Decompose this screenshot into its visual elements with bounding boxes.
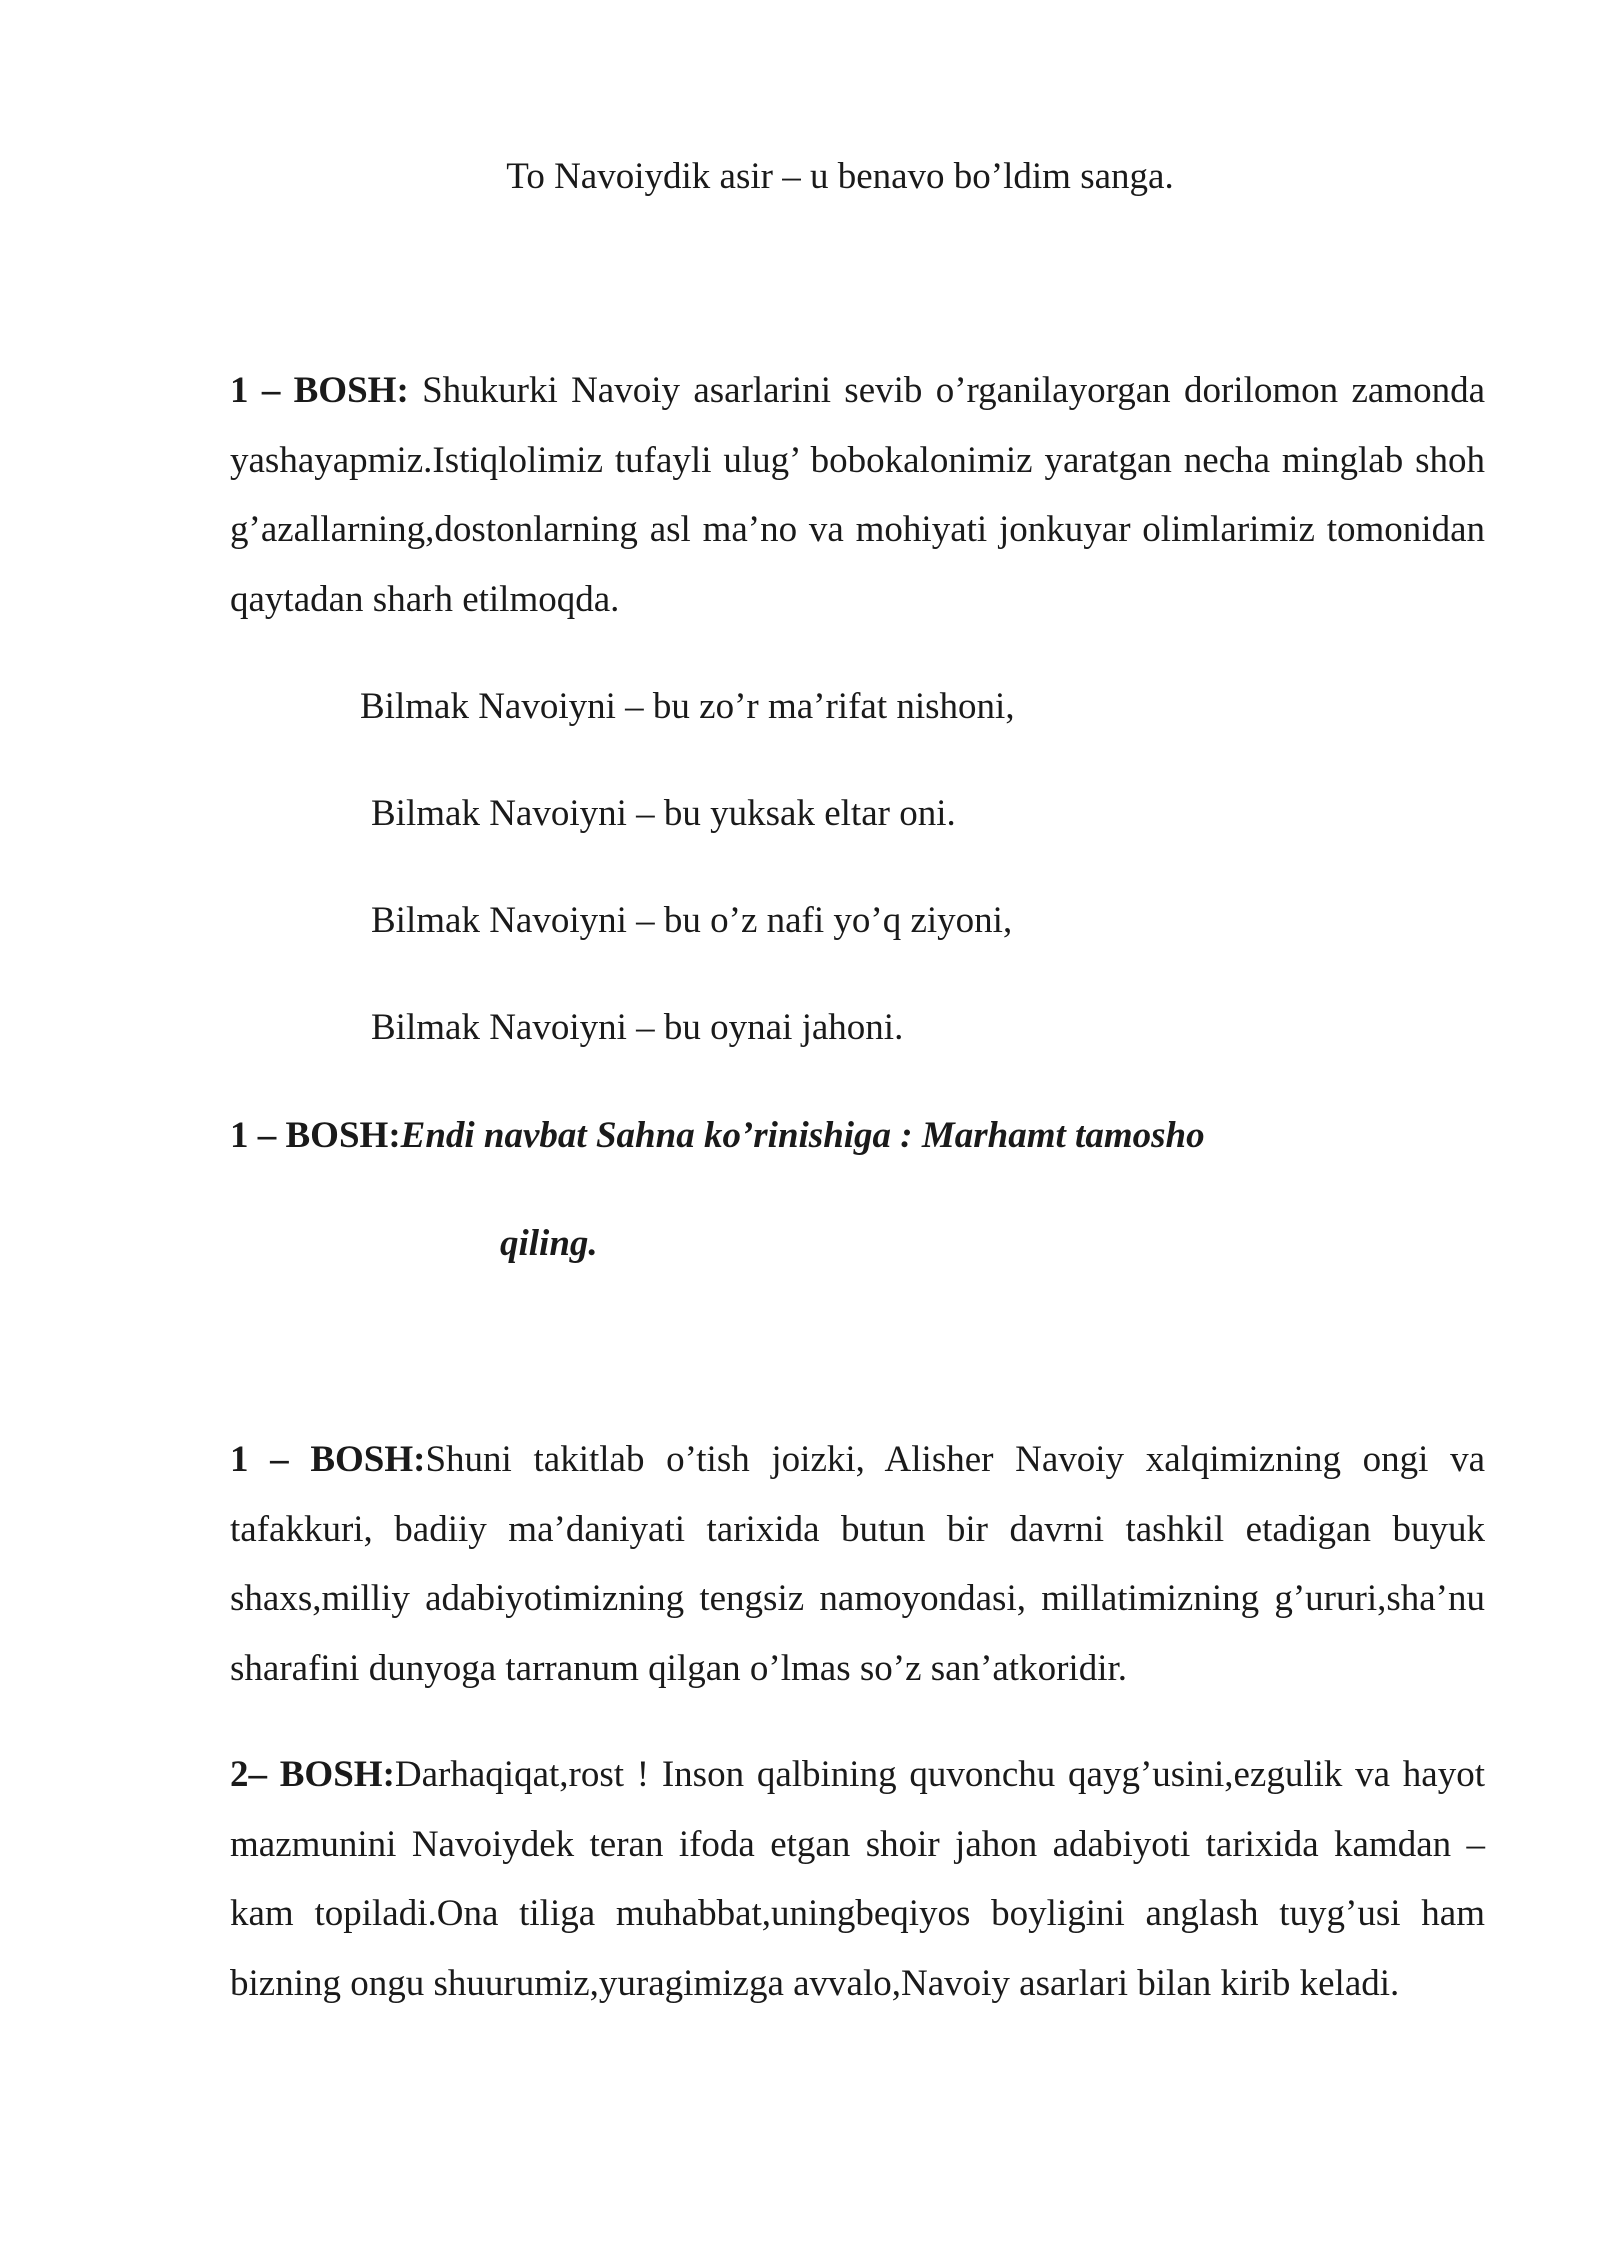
speaker-label: 1 – BOSH:	[230, 370, 409, 411]
paragraph-text: Darhaqiqat,rost ! Inson qalbining quvonchu qayg’usini,ezgulik va hayot mazmunini Navoiydek teran ifoda etgan shoir jahon adabiyoti tarixida kamdan –kam topiladi.Ona tiliga muhabbat,uningbeqiyos boyligini anglash tuyg’usi ham bizning ongu shuurumiz,yuragimizga avvalo,Navoiy asarlari bilan kirib keladi.	[230, 1754, 1486, 2004]
verse-line-4: Bilmak Navoiyni – bu oynai jahoni.	[371, 1007, 904, 1048]
stage-direction-continuation: qiling.	[500, 1223, 598, 1264]
paragraph-3	[230, 1740, 1485, 2018]
speaker-label: 1 – BOSH:	[230, 1115, 401, 1156]
paragraph-text: Shukurki Navoiy asarlarini sevib o’rganilayorgan dorilomon zamonda yashayapmiz.Istiqlolimiz tufayli ulug’ bobokalonimiz yaratgan necha minglab shoh g’azallarning,dostonlarning asl ma’no va mohiyati jonkuyar olimlarimiz tomonidan qaytadan sharh etilmoqda.	[230, 370, 1486, 620]
verse-line-1: Bilmak Navoiyni – bu zo’r ma’rifat nishoni,	[360, 686, 1015, 727]
speaker-label: 2– BOSH:	[230, 1754, 395, 1795]
verse-line-3: Bilmak Navoiyni – bu o’z nafi yo’q ziyoni,	[371, 900, 1013, 941]
speaker-label: 1 – BOSH:	[230, 1439, 426, 1480]
paragraph-2	[230, 1425, 1485, 1703]
verse-line-2: Bilmak Navoiyni – bu yuksak eltar oni.	[371, 793, 956, 834]
stage-direction-text: Endi navbat Sahna ko’rinishiga : Marhamt tamosho	[400, 1115, 1205, 1156]
title-line: To Navoiydik asir – u benavo bo’ldim sanga.	[506, 156, 1174, 197]
paragraph-text: Shuni takitlab o’tish joizki, Alisher Navoiy xalqimizning ongi va tafakkuri, badiiy ma’daniyati tarixida butun bir davrni tashkil etadigan buyuk shaxs,milliy adabiyotimizning tengsiz namoyondasi, millatimizning g’ururi,sha’nu sharafini dunyoga tarranum qilgan o’lmas so’z san’atkoridir.	[230, 1439, 1485, 1689]
stage-direction	[230, 1111, 1205, 1161]
paragraph-1	[230, 356, 1485, 634]
